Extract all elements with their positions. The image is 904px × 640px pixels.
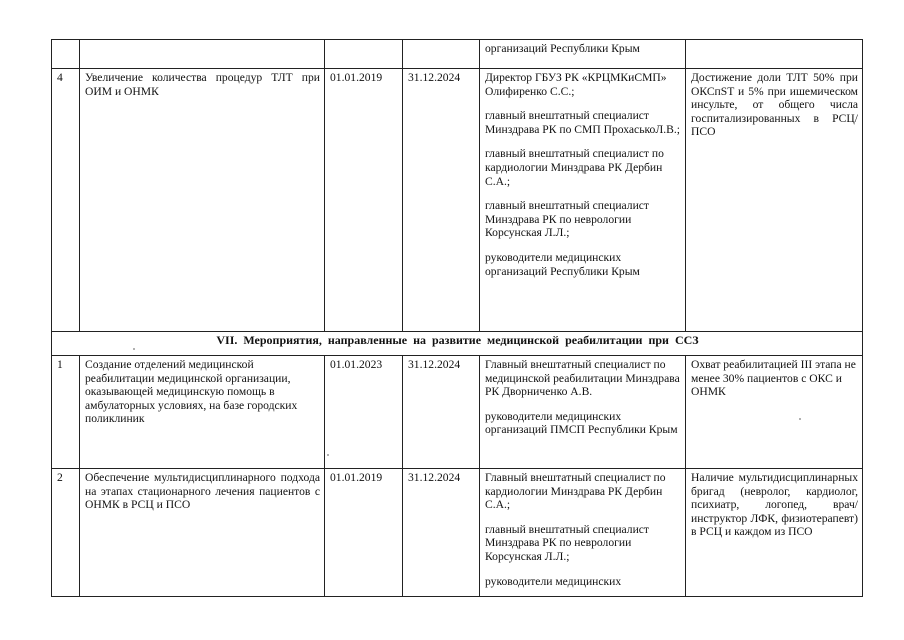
indicator-cell: Наличие мультидисциплинарных бригад (невролог, кардиолог, психиатр, логопед, врач/инструктор ЛФК, физиотерапевт) в РСЦ и каждом из ПСО [686,469,863,597]
end-date-cell [403,40,480,69]
start-date-cell: 01.01.2019 [325,469,403,597]
table-row [52,356,863,469]
indicator-cell [686,40,863,69]
responsible-item: организаций Республики Крым [485,42,640,55]
indicator-cell: Охват реабилитацией III этапа не менее 30% пациентов с ОКС и ОНМК [686,356,863,469]
row-number [52,40,80,69]
end-date-cell: 31.12.2024 [403,69,480,332]
responsible-item: главный внештатный специалист по кардиологии Минздрава РК Дербин С.А.; [485,147,664,188]
measure-cell [80,40,325,69]
scan-speck [327,454,329,456]
row-number: 2 [52,469,80,597]
end-date-cell: 31.12.2024 [403,356,480,469]
table-row [52,469,863,597]
responsible-item: главный внештатный специалист Минздрава РК по неврологии Корсунская Л.Л.; [485,199,649,240]
row-number: 1 [52,356,80,469]
measure-cell: Обеспечение мультидисциплинарного подхода на этапах стационарного лечения пациентов с ОНМК в РСЦ и ПСО [80,469,325,597]
measure-cell: Увеличение количества процедур ТЛТ при ОИМ и ОНМК [80,69,325,332]
responsible-cell [480,469,686,597]
table-row [52,40,863,69]
responsible-item: Главный внештатный специалист по кардиологии Минздрава РК Дербин С.А.; [485,471,666,512]
responsible-item: главный внештатный специалист Минздрава РК по неврологии Корсунская Л.Л.; [485,522,649,563]
responsible-cell [480,356,686,469]
responsible-cell [480,40,686,69]
responsible-item: руководители медицинских организаций Республики Крым [485,250,640,278]
responsible-item: Директор ГБУЗ РК «КРЦМКиСМП» Олифиренко С.С.; [485,71,667,98]
measures-table [51,39,863,597]
responsible-item: руководители медицинских [485,574,622,588]
start-date-cell [325,40,403,69]
responsible-item: главный внештатный специалист Минздрава РК по СМП ПрохаськоЛ.В.; [485,109,680,136]
measure-cell: Создание отделений медицинской реабилитации медицинской организации, оказывающей медицинскую помощь в амбулаторных условиях, на базе городских поликлиник [80,356,325,469]
section-header-row [52,332,863,356]
responsible-item: руководители медицинских организаций ПМСП Республики Крым [485,409,678,437]
scan-speck [799,418,801,420]
start-date-cell: 01.01.2023 [325,356,403,469]
end-date-cell: 31.12.2024 [403,469,480,597]
responsible-item: Главный внештатный специалист по медицинской реабилитации Минздрава РК Дворниченко А.В. [485,358,680,399]
responsible-cell [480,69,686,332]
row-number: 4 [52,69,80,332]
table-row [52,69,863,332]
start-date-cell: 01.01.2019 [325,69,403,332]
scan-speck [133,348,135,350]
indicator-cell: Достижение доли ТЛТ 50% при ОКСпST и 5% при ишемическом инсульте, от общего числа госпитализированных в РСЦ/ПСО [686,69,863,332]
section-title: VII. Мероприятия, направленные на развитие медицинской реабилитации при ССЗ [52,332,863,356]
